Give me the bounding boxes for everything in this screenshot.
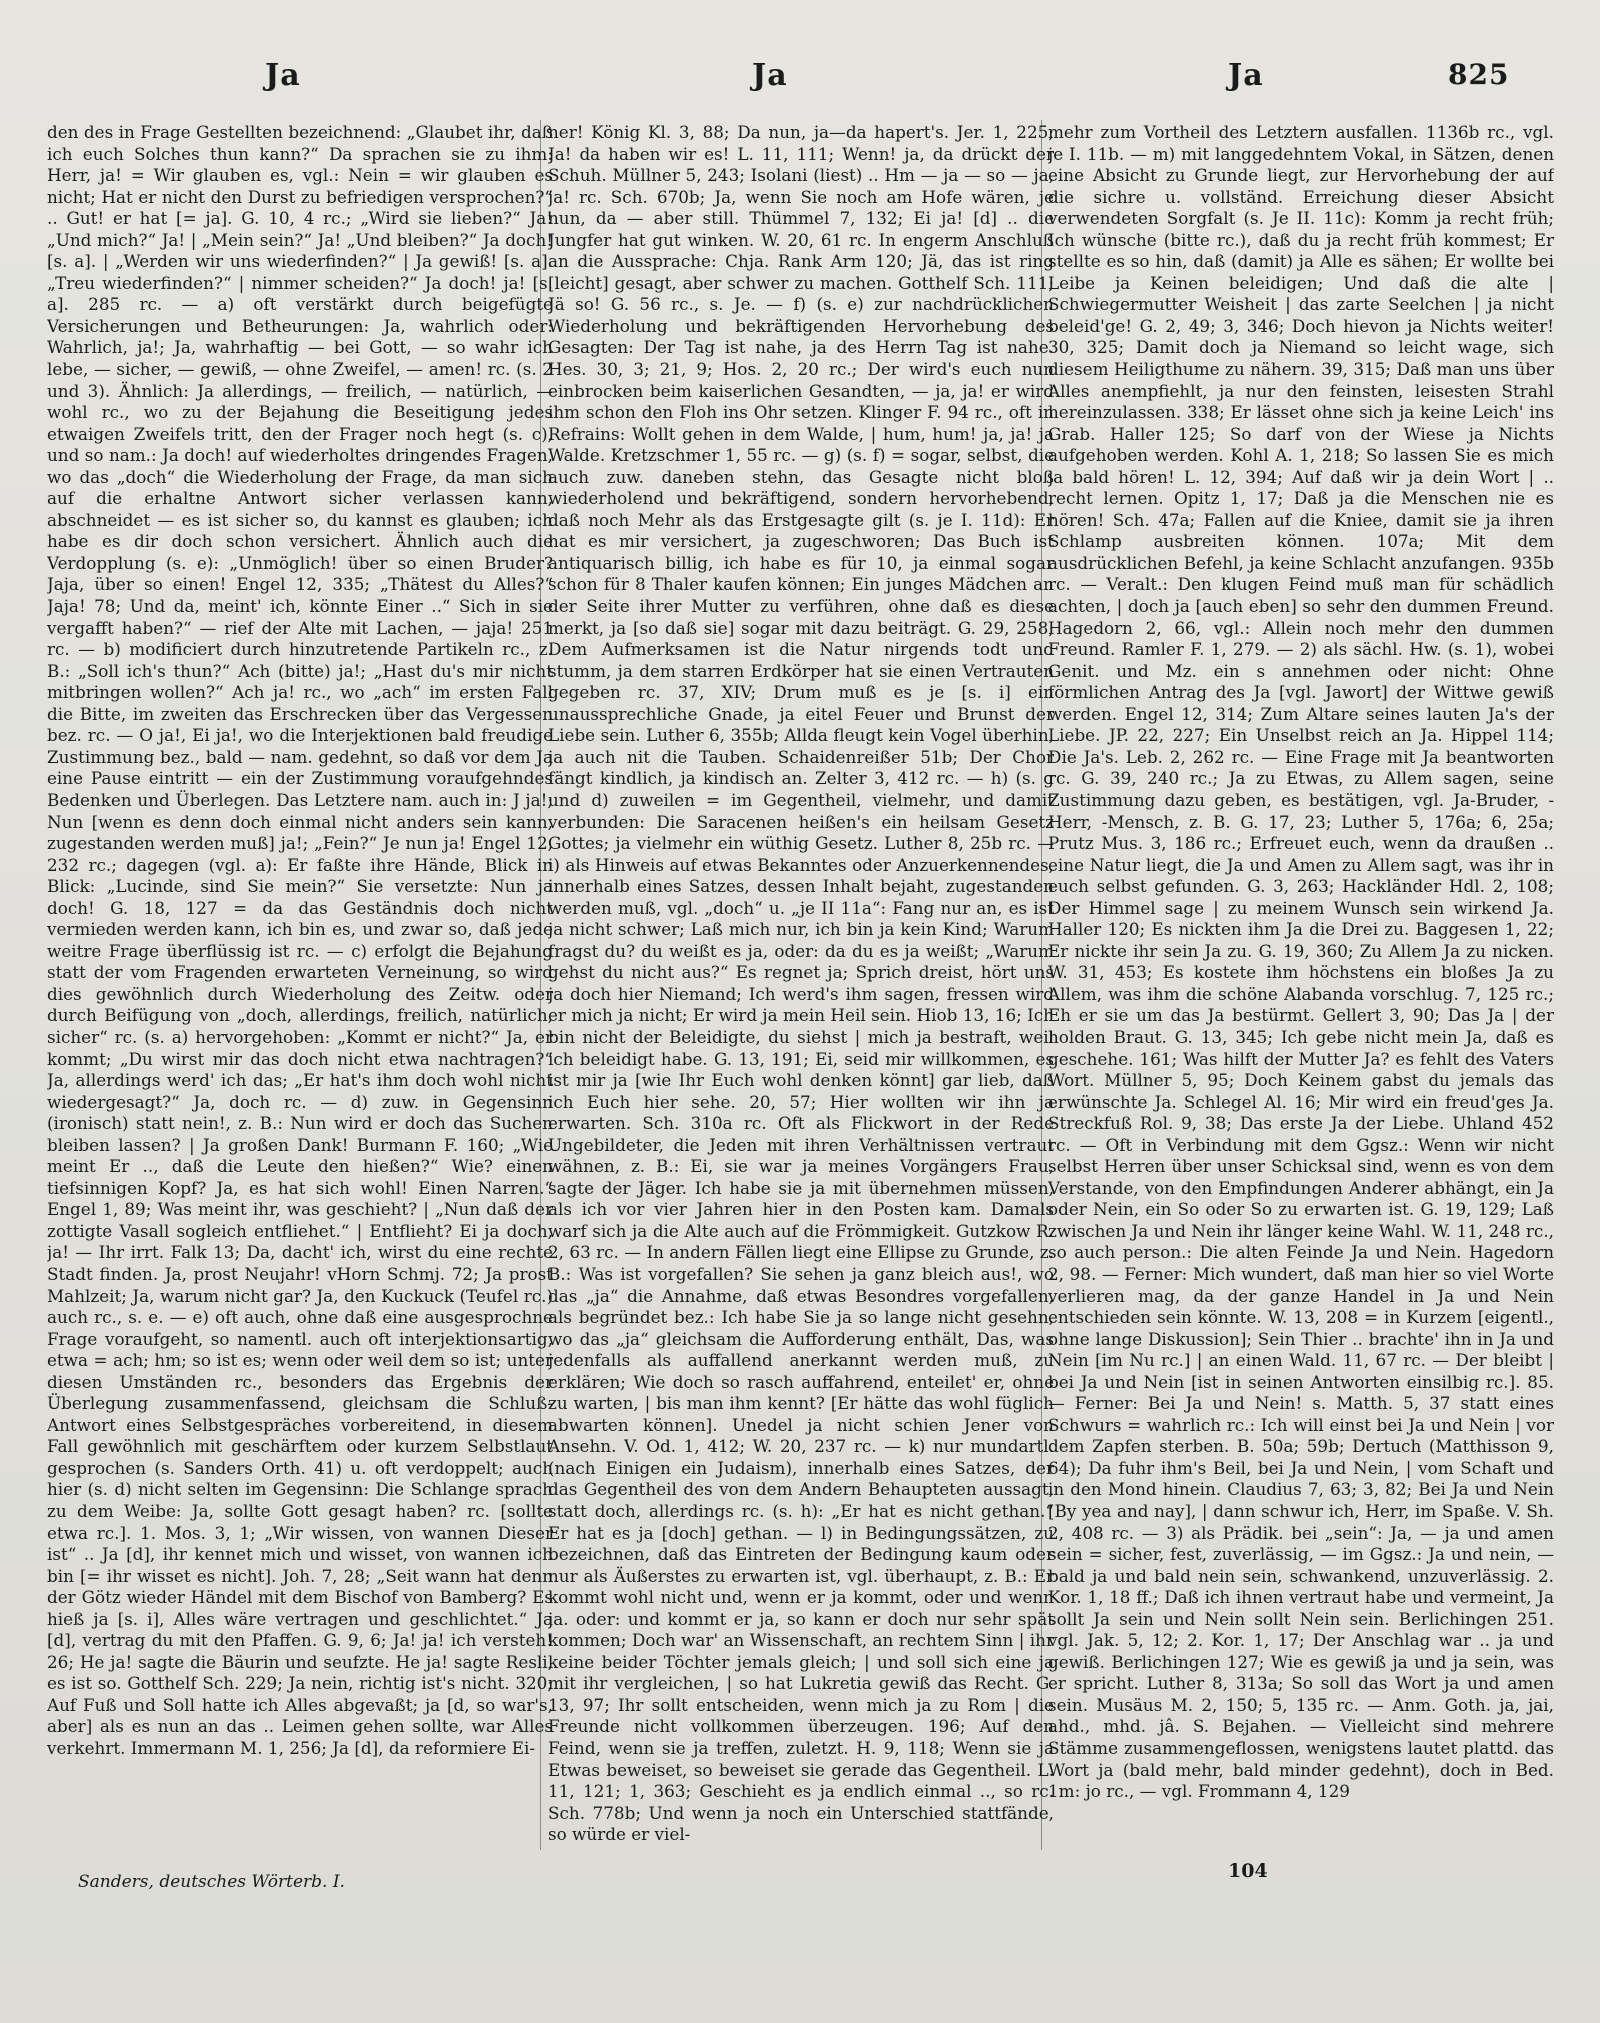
signature-mark: 104 xyxy=(1228,1860,1268,1882)
column-2-text: ner! König Kl. 3, 88; Da nun, ja—da hapert's. Jer. 1, 225; Ja! da haben wir es! L. 11, 111; Wenn! ja, da drückt der Schuh. Müllner 5, 243; Isolani (liest) .. Hm — ja — so — ja, ja! rc. Sch. 670b; Ja, wenn Sie noch am Hofe wären, je nun, da — aber still. Thümmel 7, 132; Ei ja! [d] .. die Jungfer hat gut winken. W. 20, 61 rc. In engerm Anschluß an die Aussprache: Chja. Rank Arm 120; Jä, das ist ring [leicht] gesagt, aber schwer zu machen. Gotthelf Sch. 111; Jä so! G. 56 rc., s. Je. — f) (s. e) zur nachdrücklichen Wiederholung und bekräftigenden Hervorhebung des Gesagten: Der Tag ist nahe, ja des Herrn Tag ist nahe. Hes. 30, 3; 21, 9; Hos. 2, 20 rc.; Der wird's euch nun einbrocken beim kaiserlichen Gesandten, — ja, ja! er wird ihm schon den Floh ins Ohr setzen. Klinger F. 94 rc., oft in Refrains: Wollt gehen in dem Walde, | hum, hum! ja, ja! ja Walde. Kretzschmer 1, 55 rc. — g) (s. f) = sogar, selbst, die auch zuw. daneben stehn, das Gesagte nicht bloß wiederholend und bekräftigend, sondern hervorhebend, daß noch Mehr als das Erstgesagte gilt (s. je I. 11d): Er hat es mir versichert, ja zugeschworen; Das Buch ist antiquarisch billig, ich habe es für 10, ja einmal sogar schon für 8 Thaler kaufen können; Ein junges Mädchen an der Seite ihrer Mutter zu verführen, ohne daß es diese merkt, ja [so daß sie] sogar mit dazu beiträgt. G. 29, 258; Dem Aufmerksamen ist die Natur nirgends todt und stumm, ja dem starren Erdkörper hat sie einen Vertrauten gegeben rc. 37, XIV; Drum muß es je [s. i] ein unaussprechliche Gnade, ja eitel Feuer und Brunst der Liebe sein. Luther 6, 355b; Allda fleugt kein Vogel überhin, ja auch nit die Tauben. Schaidenreißer 51b; Der Chor fängt kindlich, ja kindisch an. Zelter 3, 412 rc. — h) (s. g und d) zuweilen = im Gegentheil, vielmehr, und damit verbunden: Die Saracenen heißen's ein heilsam Gesetz Gottes; ja vielmehr ein wüthig Gesetz. Luther 8, 25b rc. — i) als Hinweis auf etwas Bekanntes oder Anzuerkennendes, innerhalb eines Satzes, dessen Inhalt bejaht, zugestanden werden muß, vgl. „doch“ u. „je II 11a“: Fang nur an, es ist ja nicht schwer; Laß mich nur, ich bin ja kein Kind; Warum fragst du? du weißt es ja, oder: da du es ja weißt; „Warum gehst du nicht aus?“ Es regnet ja; Sprich dreist, hört uns ja doch hier Niemand; Ich werd's ihm sagen, fressen wird er mich ja nicht; Er wird ja mein Heil sein. Hiob 13, 16; Ich bin nicht der Beleidigte, du siehst | mich ja bestraft, weil ich beleidigt habe. G. 13, 191; Ei, seid mir willkommen, es ist mir ja [wie Ihr Euch wohl denken könnt] gar lieb, daß ich Euch hier sehe. 20, 57; Hier wollten wir ihn ja erwarten. Sch. 310a rc. Oft als Flickwort in der Rede Ungebildeter, die Jeden mit ihren Verhältnissen vertraut wähnen, z. B.: Ei, sie war ja meines Vorgängers Frau, sagte der Jäger. Ich habe sie ja mit übernehmen müssen, als ich vor vier Jahren hier in den Posten kam. Damals warf sich ja die Alte auch auf die Frömmigkeit. Gutzkow R. 2, 63 rc. — In andern Fällen liegt eine Ellipse zu Grunde, z. B.: Was ist vorgefallen? Sie sehen ja ganz bleich aus!, wo das „ja“ die Annahme, daß etwas Besondres vorgefallen, als begründet bez.: Ich habe Sie ja so lange nicht gesehn, wo das „ja“ gleichsam die Aufforderung enthält, Das, was jedenfalls als auffallend anerkannt werden muß, zu erklären; Wie doch so rasch auffahrend, enteilet' er, ohne zu warten, | bis man ihm kennt? [Er hätte das wohl füglich abwarten können]. Unedel ja nicht schien Jener von Ansehn. V. Od. 1, 412; W. 20, 237 rc. — k) nur mundartl. (nach Einigen ein Judaism), innerhalb eines Satzes, der das Gegentheil des von dem Andern Behaupteten aussagt, statt doch, allerdings rc. (s. h): „Er hat es nicht gethan.“ Er hat es ja [doch] gethan. — l) in Bedingungssätzen, zu bezeichnen, daß das Eintreten der Bedingung kaum oder nur als Äußerstes zu erwarten ist, vgl. überhaupt, z. B.: Er kommt wohl nicht und, wenn er ja kommt, oder und wenn ja. oder: und kommt er ja, so kann er doch nur sehr spät kommen; Doch war' an Wissenschaft, an rechtem Sinn | ihr keine beider Töchter jemals gleich; | und soll sich eine ja mit ihr vergleichen, | so hat Lukretia gewiß das Recht. G. 13, 97; Ihr sollt entscheiden, wenn mich ja zu Rom | die Freunde nicht vollkommen überzeugen. 196; Auf den Feind, wenn sie ja treffen, zuletzt. H. 9, 118; Wenn sie ja Etwas beweiset, so beweiset sie gerade das Gegentheil. L. 11, 121; 1, 363; Geschieht es ja endlich einmal .., so rc. Sch. 778b; Und wenn ja noch ein Unterschied stattfände, so würde er viel- xyxy=(548,122,1054,1845)
column-3-text: mehr zum Vortheil des Letztern ausfallen. 1136b rc., vgl. je I. 11b. — m) mit langgedehntem Vokal, in Sätzen, denen eine Absicht zu Grunde liegt, zur Hervorhebung der auf die sichre u. vollständ. Erreichung dieser Absicht verwendeten Sorgfalt (s. Je II. 11c): Komm ja recht früh; Ich wünsche (bitte rc.), daß du ja recht früh kommest; Er stellte es so hin, daß (damit) ja Alle es sähen; Er wollte bei Leibe ja Keinen beleidigen; Und daß die alte | Schwiegermutter Weisheit | das zarte Seelchen | ja nicht beleid'ge! G. 2, 49; 3, 346; Doch hievon ja Nichts weiter! 30, 325; Damit doch ja Niemand so leicht wage, sich diesem Heiligthume zu nähern. 39, 315; Daß man uns über Alles anempfiehlt, ja nur den feinsten, leisesten Strahl hereinzulassen. 338; Er lässet ohne sich ja keine Leich' ins Grab. Haller 125; So darf von der Wiese ja Nichts aufgehoben werden. Kohl A. 1, 218; So lassen Sie es mich ja bald hören! L. 12, 394; Auf daß wir ja dein Wort | .. recht lernen. Opitz 1, 17; Daß ja die Menschen nie es hören! Sch. 47a; Fallen auf die Kniee, damit sie ja ihren Schlamp ausbreiten können. 107a; Mit dem ausdrücklichen Befehl, ja keine Schlacht anzufangen. 935b rc. — Veralt.: Den klugen Feind muß man für schädlich achten, | doch ja [auch eben] so sehr den dummen Freund. Hagedorn 2, 66, vgl.: Allein noch mehr den dummen Freund. Ramler F. 1, 279. — 2) als sächl. Hw. (s. 1), wobei Genit. und Mz. ein s annehmen oder nicht: Ohne förmlichen Antrag des Ja [vgl. Jawort] der Wittwe gewiß werden. Engel 12, 314; Zum Altare seines lauten Ja's der Liebe. JP. 22, 227; Ein Unselbst reich an Ja. Hippel 114; Die Ja's. Leb. 2, 262 rc. — Eine Frage mit Ja beantworten rc. G. 39, 240 rc.; Ja zu Etwas, zu Allem sagen, seine Zustimmung dazu geben, es bestätigen, vgl. Ja-Bruder, -Herr, -Mensch, z. B. G. 17, 23; Luther 5, 176a; 6, 25a; Prutz Mus. 3, 186 rc.; Erfreuet euch, wenn da draußen .. eine Natur liegt, die Ja und Amen zu Allem sagt, was ihr in euch selbst gefunden. G. 3, 263; Hackländer Hdl. 2, 108; Der Himmel sage | zu meinem Wunsch sein wirkend Ja. Haller 120; Es nickten ihm Ja die Drei zu. Baggesen 1, 22; Er nickte ihr sein Ja zu. G. 19, 360; Zu Allem Ja zu nicken. W. 31, 453; Es kostete ihm höchstens ein bloßes Ja zu Allem, was ihm die schöne Alabanda vorschlug. 7, 125 rc.; Eh er sie um das Ja bestürmt. Gellert 3, 90; Das Ja | der holden Braut. G. 13, 345; Ich gebe nicht mein Ja, daß es geschehe. 161; Was hilft der Mutter Ja? es fehlt des Vaters Wort. Müllner 5, 95; Doch Keinem gabst du jemals das erwünschte Ja. Schlegel Al. 16; Mir wird ein freud'ges Ja. Streckfuß Rol. 9, 38; Das erste Ja der Liebe. Uhland 452 rc. — Oft in Verbindung mit dem Ggsz.: Wenn wir nicht selbst Herren über unser Schicksal sind, wenn es von dem Verstande, von den Empfindungen Anderer abhängt, ein Ja oder Nein, ein So oder So zu erwarten ist. G. 19, 129; Laß zwischen Ja und Nein ihr länger keine Wahl. W. 11, 248 rc., so auch person.: Die alten Feinde Ja und Nein. Hagedorn 2, 98. — Ferner: Mich wundert, daß man hier so viel Worte verlieren mag, da der ganze Handel in Ja und Nein entschieden sein könnte. W. 13, 208 = in Kurzem [eigentl., ohne lange Diskussion]; Sein Thier .. brachte' ihn in Ja und Nein [im Nu rc.] | an einen Wald. 11, 67 rc. — Der bleibt | bei Ja und Nein [ist in seinen Antworten einsilbig rc.]. 85. — Ferner: Bei Ja und Nein! s. Matth. 5, 37 statt eines Schwurs = wahrlich rc.: Ich will einst bei Ja und Nein | vor dem Zapfen sterben. B. 50a; 59b; Dertuch (Matthisson 9, 64); Da fuhr ihm's Beil, bei Ja und Nein, | vom Schaft und in den Mond hinein. Claudius 7, 63; 3, 82; Bei Ja und Nein [By yea and nay], | dann schwur ich, Herr, im Spaße. V. Sh. 2, 408 rc. — 3) als Prädik. bei „sein“: Ja, — ja und amen sein = sicher, fest, zuverlässig, — im Ggsz.: Ja und nein, — bald ja und bald nein sein, schwankend, unzuverlässig. 2. Kor. 1, 18 ff.; Daß ich ihnen vertraut habe und vermeint, Ja sollt Ja sein und Nein sollt Nein sein. Berlichingen 251. vgl. Jak. 5, 12; 2. Kor. 1, 17; Der Anschlag war .. ja und gewiß. Berlichingen 127; Wie es gewiß ja und ja sein, was er spricht. Luther 8, 313a; So soll das Wort ja und amen sein. Musäus M. 2, 150; 5, 135 rc. — Anm. Goth. ja, jai, ahd., mhd. jâ. S. Bejahen. — Vielleicht sind mehrere Stämme zusammengeflossen, wenigstens lautet plattd. das Wort ja (bald mehr, bald minder gedehnt), doch in Bed. 1m: jo rc., — vgl. Frommann 4, 129 xyxy=(1048,122,1554,1802)
header-right: Ja xyxy=(1228,58,1264,93)
header-middle: Ja xyxy=(752,58,788,93)
column-1 xyxy=(47,122,553,1852)
running-head xyxy=(0,58,1600,98)
header-left: Ja xyxy=(265,58,301,93)
page-footer xyxy=(0,1860,1600,1902)
column-1-text: den des in Frage Gestellten bezeichnend: „Glaubet ihr, daß ich euch Solches thun kann?“ Da sprachen sie zu ihm: Herr, ja! = Wir glauben es, vgl.: Nein = wir glauben es nicht; Hat er nicht den Durst zu befriedigen versprochen?“ .. Gut! er hat [= ja]. G. 10, 4 rc.; „Wird sie lieben?“ Ja! „Und mich?“ Ja! | „Mein sein?“ Ja! „Und bleiben?“ Ja doch! [s. a]. | „Werden wir uns wiederfinden?“ | Ja gewiß! [s. a]. „Treu wiederfinden?“ | nimmer scheiden?“ Ja doch! ja! [s. a]. 285 rc. — a) oft verstärkt durch beigefügte Versicherungen und Betheurungen: Ja, wahrlich oder: Wahrlich, ja!; Ja, wahrhaftig — bei Gott, — so wahr ich lebe, — sicher, — gewiß, — ohne Zweifel, — amen! rc. (s. 2 und 3). Ähnlich: Ja allerdings, — freilich, — natürlich, — wohl rc., wo zu der Bejahung die Beseitigung jedes etwaigen Zweifels tritt, den der Frager noch hegt (s. c), und so nam.: Ja doch! auf wiederholtes dringendes Fragen, wo das „doch“ die Wiederholung der Frage, da man sich auf die erhaltne Antwort sicher verlassen kann, abschneidet — es ist sicher so, du kannst es glauben; ich habe es dir doch schon versichert. Ähnlich auch die Verdopplung (s. e): „Unmöglich! über so einen Bruder? Jaja, über so einen! Engel 12, 335; „Thätest du Alles?“ Jaja! 78; Und da, meint' ich, könnte Einer ..“ Sich in sie vergafft haben?“ — rief der Alte mit Lachen, — jaja! 251 rc. — b) modificiert durch hinzutretende Partikeln rc., z. B.: „Soll ich's thun?“ Ach (bitte) ja!; „Hast du's mir nicht mitbringen wollen?“ Ach ja! rc., wo „ach“ im ersten Fall die Bitte, im zweiten das Erschrecken über das Vergessen bez. rc. — O ja!, Ei ja!, wo die Interjektionen bald freudige Zustimmung bez., bald — nam. gedehnt, so daß vor dem Ja eine Pause eintritt — ein der Zustimmung voraufgehndes Bedenken und Überlegen. Das Letztere nam. auch in: J ja!; Nun [wenn es denn doch einmal nicht anders sein kann, zugestanden werden muß] ja!; „Fein?“ Je nun ja! Engel 12, 232 rc.; dagegen (vgl. a): Er faßte ihre Hände, Blick in Blick: „Lucinde, sind Sie mein?“ Sie versetzte: Nun ja doch! G. 18, 127 = da das Geständnis doch nicht vermieden werden kann, ich bin es, und zwar so, daß jede weitre Frage überflüssig ist rc. — c) erfolgt die Bejahung statt der vom Fragenden erwarteten Verneinung, so wird dies gewöhnlich durch Wiederholung des Zeitw. oder durch Beifügung von „doch, allerdings, freilich, natürlich, sicher“ rc. (s. a) hervorgehoben: „Kommt er nicht?“ Ja, er kommt; „Du wirst mir das doch nicht etwa nachtragen?“ Ja, allerdings werd' ich das; „Er hat's ihm doch wohl nicht wiedergesagt?“ Ja, doch rc. — d) zuw. in Gegensinn (ironisch) statt nein!, z. B.: Nun wird er doch das Suchen bleiben lassen? | Ja großen Dank! Burmann F. 160; „Wie meint Er .., daß die Leute den hießen?“ Wie? einen tiefsinnigen Kopf? Ja, es hat sich wohl! Einen Narren.“ Engel 1, 89; Was meint ihr, was geschieht? | „Nun daß der zottigte Vasall sogleich entfliehet.“ | Entflieht? Ei ja doch, ja! — Ihr irrt. Falk 13; Da, dacht' ich, wirst du eine rechte Stadt finden. Ja, prost Neujahr! vHorn Schmj. 72; Ja prost Mahlzeit; Ja, warum nicht gar? Ja, den Kuckuck (Teufel rc.) auch rc., s. e. — e) oft auch, ohne daß eine ausgesprochne Frage voraufgeht, so namentl. auch oft interjektionsartig, etwa = ach; hm; so ist es; wenn oder weil dem so ist; unter diesen Umständen rc., besonders das Ergebnis der Überlegung zusammenfassend, gleichsam die Schluß-Antwort eines Selbstgespräches vorbereitend, in diesem Fall gewöhnlich mit geschärftem oder kurzem Selbstlaut gesprochen (s. Sanders Orth. 41) u. oft verdoppelt; auch hier (s. d) nicht selten im Gegensinn: Die Schlange sprach zu dem Weibe: Ja, sollte Gott gesagt haben? rc. [sollte etwa rc.]. 1. Mos. 3, 1; „Wir wissen, von wannen Dieser ist“ .. Ja [d], ihr kennet mich und wisset, von wannen ich bin [= ihr wisset es nicht]. Joh. 7, 28; „Seit wann hat denn der Götz wieder Händel mit dem Bischof von Bamberg? Es hieß ja [s. i], Alles wäre vertragen und geschlichtet.“ Ja [d], vertrag du mit den Pfaffen. G. 9, 6; Ja! ja! ich versteh! 26; He ja! sagte die Bäurin und seufzte. He ja! sagte Resli, es ist so. Gotthelf Sch. 229; Ja nein, richtig ist's nicht. 320; Auf Fuß und Soll hatte ich Alles abgevaßt; ja [d, so war's, aber] als es nun an das .. Leimen gehen sollte, war Alles verkehrt. Immermann M. 1, 256; Ja [d], da reformiere Ei- xyxy=(47,122,553,1759)
column-2 xyxy=(548,122,1054,1852)
footer-imprint: Sanders, deutsches Wörterb. I. xyxy=(78,1872,345,1892)
column-3 xyxy=(1048,122,1554,1852)
page-number: 825 xyxy=(1448,58,1510,91)
